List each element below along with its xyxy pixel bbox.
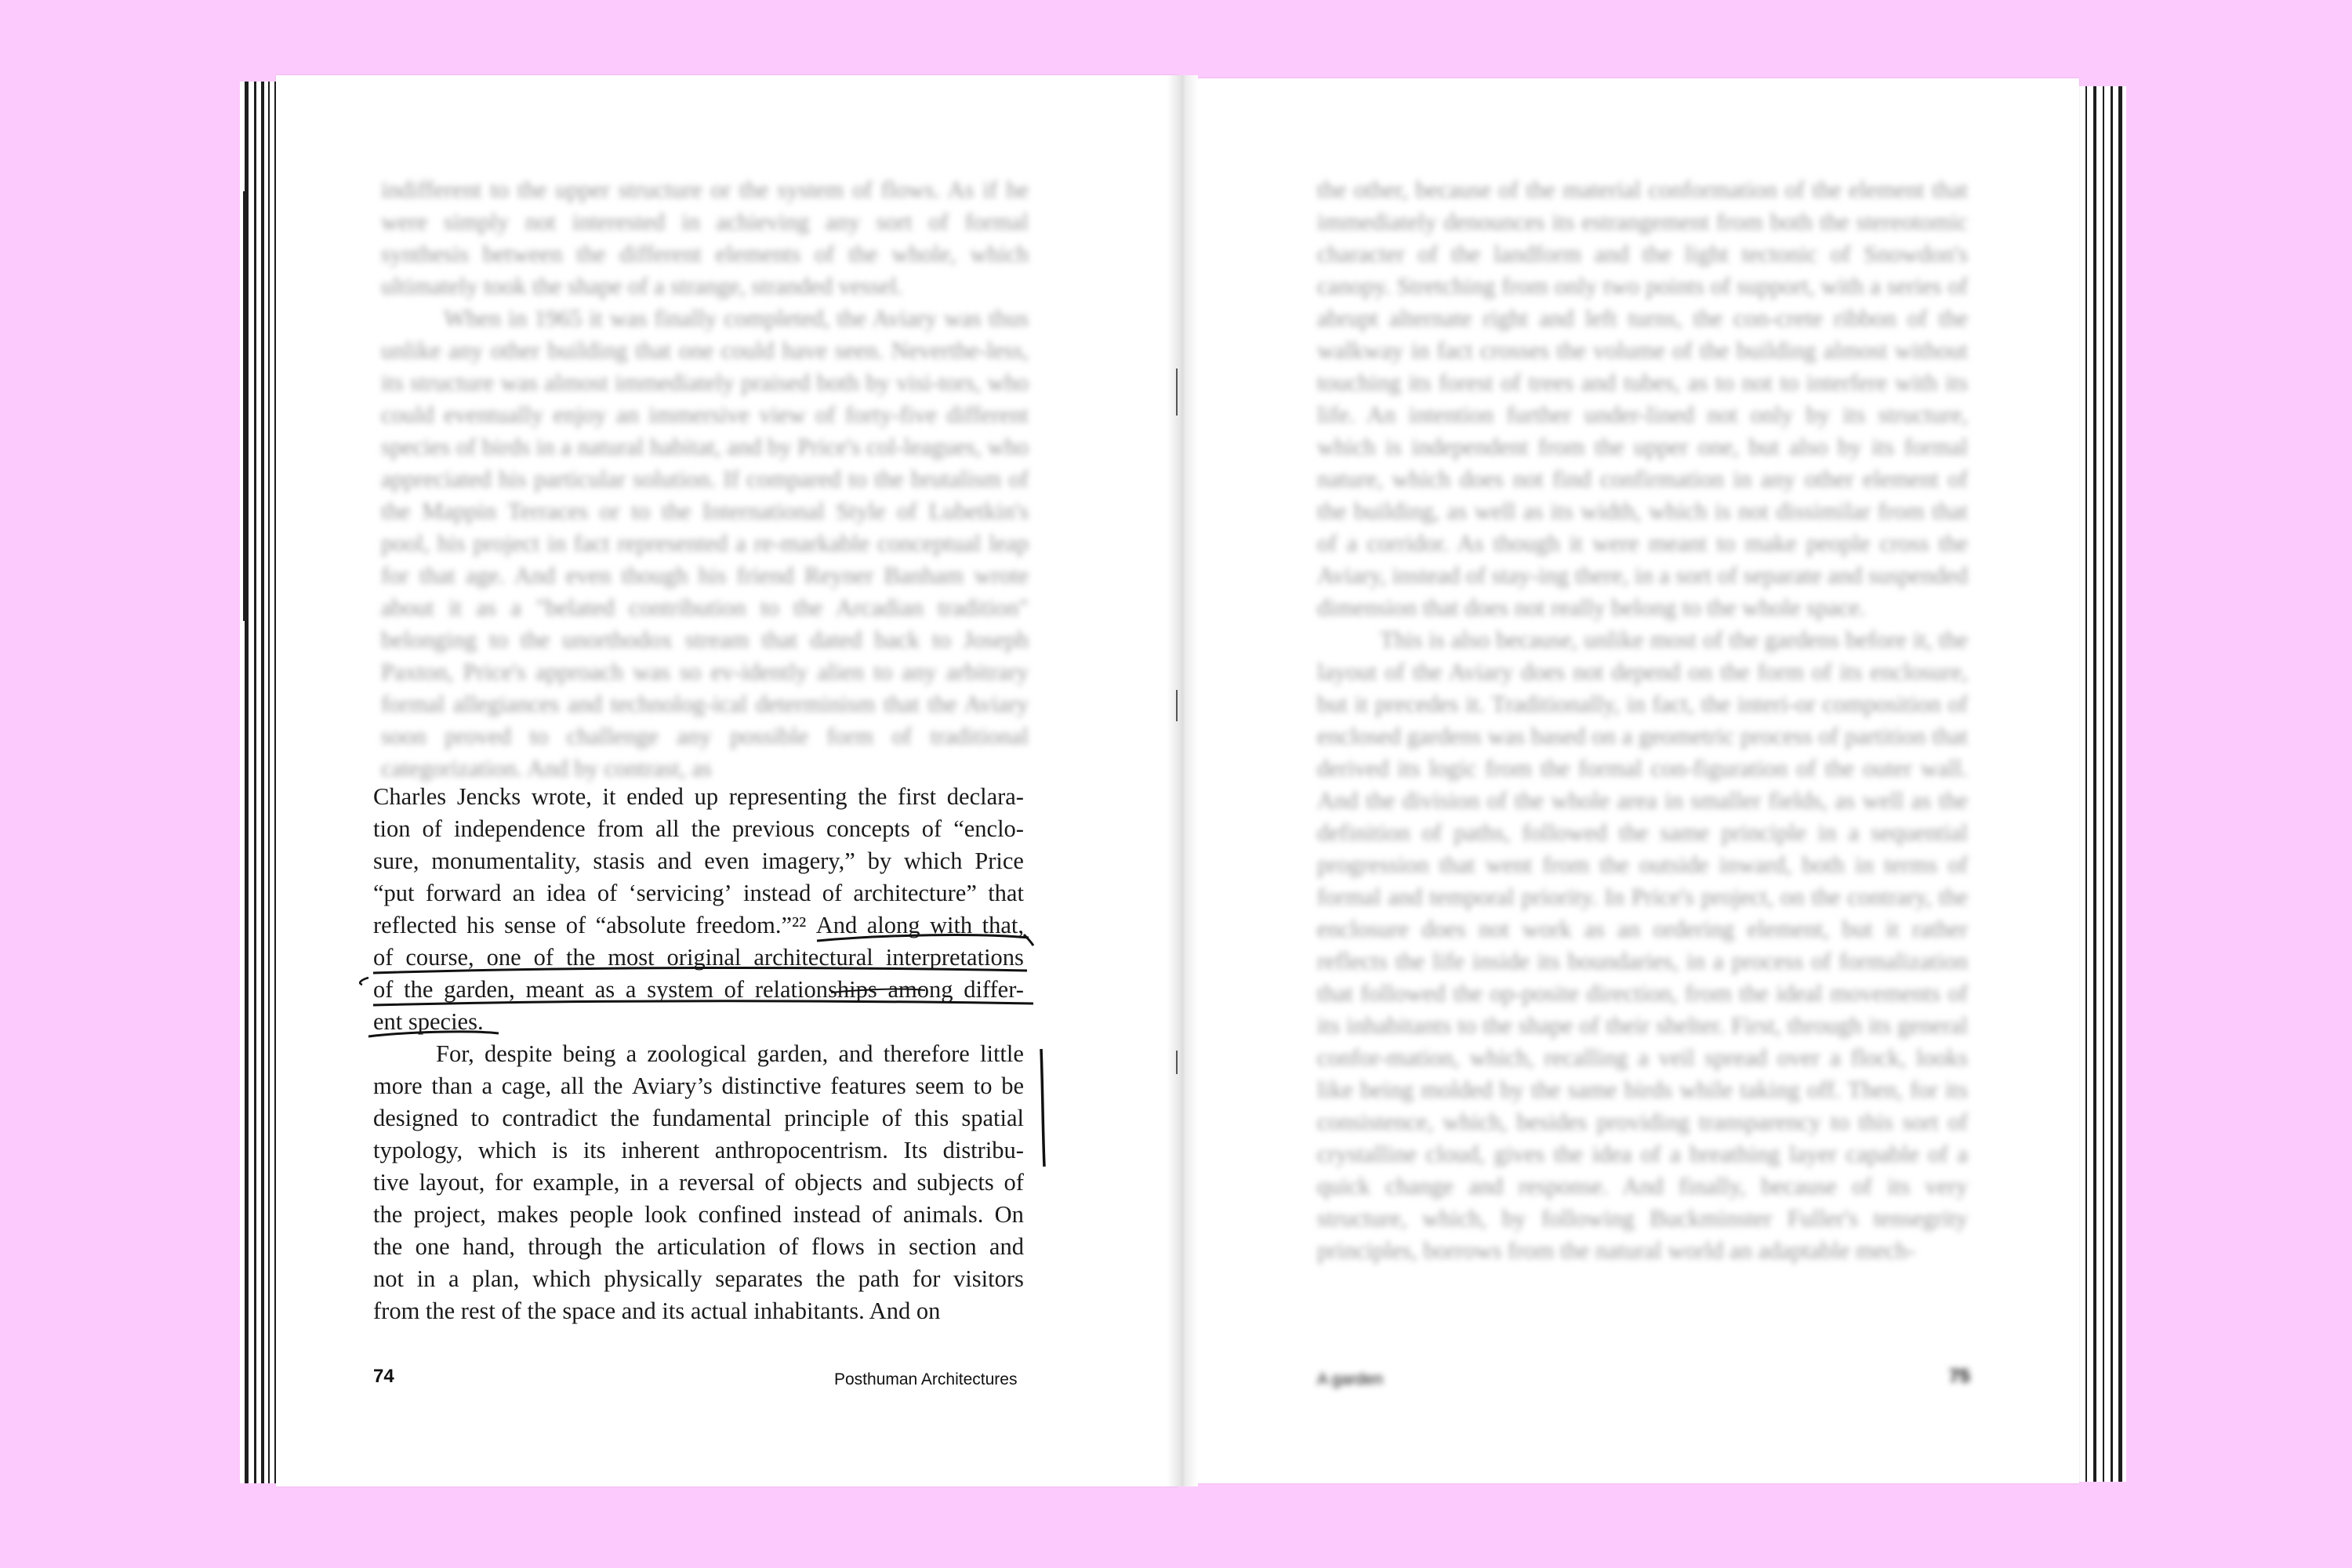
page-number-right: 75: [1949, 1366, 1970, 1387]
right-page-faded-text: [1317, 174, 1968, 1267]
text-line: tive layout, for example, in a reversal of objects and subjects of: [373, 1169, 1024, 1196]
legible-paragraph-continuation: [373, 781, 1024, 1038]
text-line: of the garden, meant as a system of relationships among differ-: [373, 976, 1024, 1003]
text-line: from the rest of the space and its actual inhabitants. And on: [373, 1298, 941, 1324]
text-line: For, despite being a zoological garden, and therefore little: [436, 1040, 1024, 1067]
text-line: sure, monumentality, stasis and even imagery,” by which Price: [373, 848, 1024, 874]
left-faded-paragraph: When in 1965 it was finally completed, the Aviary was thus unlike any other building that one could have seen. Neverthe-less, its structure was almost immediately praised both by visi-tors, who could eventually enjoy an immersive view of forty-five different species of birds in a natural habitat, and by Price's col-leagues, who appreciated his particular solution. If compared to the brutalism of the Mappin Terraces or to the International Style of Lubetkin's pool, his project in fact represented a re-markable conceptual leap for that age. And even though his friend Reyner Banham wrote about it as a "belated contribution to the Arcadian tradition" belonging to the unorthodox stream that dated back to Joseph Paxton, Price's approach was so ev-idently alien to any arbitrary formal allegiances and technolog-ical determinism that the Aviary soon proved to challenge any possible form of traditional categorization. And by contrast, as: [381, 305, 1029, 782]
text-line: Charles Jencks wrote, it ended up representing the first declara-: [373, 783, 1024, 810]
text-line: the project, makes people look confined instead of animals. On: [373, 1201, 1024, 1228]
text-line: “put forward an idea of ‘servicing’ instead of architecture” that: [373, 880, 1024, 906]
text-line: not in a plan, which physically separates the path for visitors: [373, 1265, 1024, 1292]
left-page-faded-text: [381, 174, 1029, 785]
legible-paragraph-new: [373, 1038, 1024, 1327]
text-line: of course, one of the most original architectural interpretations: [373, 944, 1024, 971]
text-line: reflected his sense of “absolute freedom.”²² And along with that,: [373, 912, 1024, 938]
text-line: the one hand, through the articulation of flows in section and: [373, 1233, 1024, 1260]
running-footer-left: Posthuman Architectures: [834, 1370, 1018, 1388]
text-line: more than a cage, all the Aviary’s distinctive features seem to be: [373, 1073, 1024, 1099]
page-number-left: 74: [373, 1366, 394, 1387]
running-footer-right: A garden: [1317, 1370, 1384, 1388]
text-line: ent species.: [373, 1008, 484, 1035]
right-faded-paragraph: the other, because of the material conformation of the element that immediately denounces its estrangement from both the stereotomic character of the landform and the light tectonic of Snowdon's canopy. Stretching from only two points of support, with a series of abrupt alternate right and left turns, the con-crete ribbon of the walkway in fact crosses the volume of the building almost without touching its forest of trees and tubes, as to not to interfere with its life. An intention further under-lined not only by its structure, which is independent from the upper one, but also by its formal nature, which does not find confirmation in any other element of the building, as well as its width, which is not dissimilar from that of a corridor. As though it were meant to make people cross the Aviary, instead of stay-ing there, in a sort of separate and suspended dimension that does not really belong to the whole space.: [1317, 176, 1969, 621]
text-line: tion of independence from all the previous concepts of “enclo-: [373, 815, 1024, 842]
text-line: typology, which is its inherent anthropocentrism. Its distribu-: [373, 1137, 1024, 1163]
right-faded-paragraph: This is also because, unlike most of the gardens before it, the layout of the Aviary does not depend on the form of its enclosure, but it precedes it. Traditionally, in fact, the interi-or composition of enclosed gardens was based on a geometric process of partition that derived its logic from the formal con-figuration of the outer wall. And the division of the whole area in smaller fields, as well as the definition of paths, followed the same principle in a sequential progression that went from the outside inward, both in terms of formal and temporal priority. In Price's project, on the contrary, the enclosure does not work as an ordering element, but it rather reflects the life inside its boundaries, in a process of formalization that followed the op-posite direction, from the ideal movements of its inhabitants to the shape of their shelter. First, through its general confor-mation, which, recalling a veil spread over a flock, looks like being molded by the same birds while taking off. Then, for its consistence, which, besides providing transparency to this sort of crystalline cloud, gives the idea of a breathing layer capable of a quick change and response. And finally, because of its very structure, which, by following Buckminster Fuller's tensegrity principles, borrows from the natural world an adaptable mech-: [1317, 626, 1968, 1264]
text-line: designed to contradict the fundamental principle of this spatial: [373, 1105, 1024, 1131]
left-page-legible-text: [373, 781, 1024, 1327]
book-gutter: [1167, 75, 1198, 1486]
left-faded-paragraph: indifferent to the upper structure or the system of flows. As if he were simply not interested in achieving any sort of formal synthesis between the different elements of the whole, which ultimately took the shape of a strange, stranded vessel.: [381, 176, 1029, 299]
